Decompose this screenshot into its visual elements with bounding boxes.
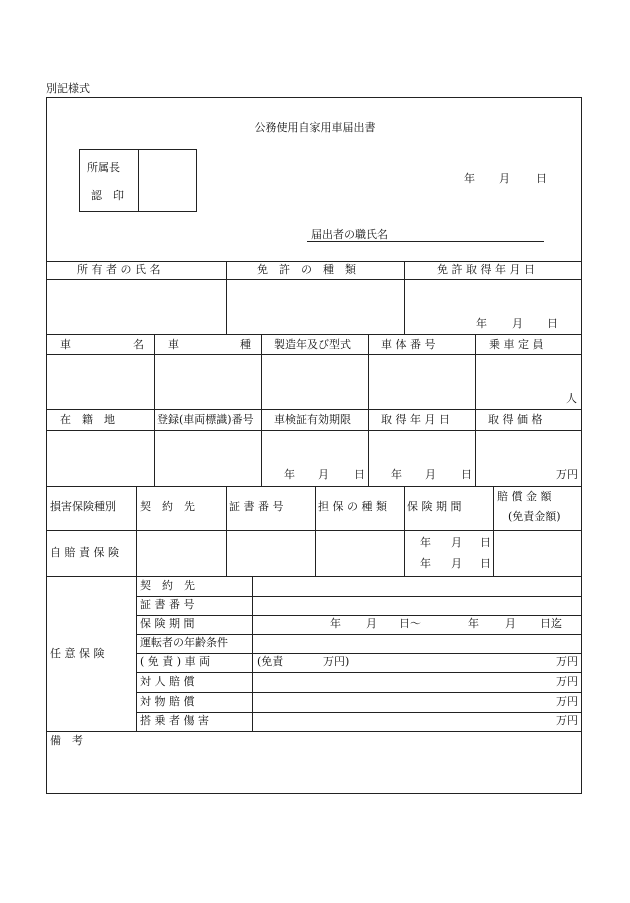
header-period: 保 険 期 間 bbox=[407, 500, 462, 513]
acquisition-year: 年 bbox=[391, 468, 402, 481]
acquisition-day: 日 bbox=[461, 468, 472, 481]
header-owner-name: 所 有 者 の 氏 名 bbox=[77, 263, 161, 276]
compulsory-end-year: 年 bbox=[420, 557, 431, 570]
header-insurance-type: 損害保険種別 bbox=[50, 500, 116, 513]
voluntary-label: 任 意 保 険 bbox=[50, 647, 105, 660]
date-day: 日 bbox=[536, 172, 547, 185]
header-certificate: 証 書 番 号 bbox=[229, 500, 284, 513]
vehicle-deductible-suffix: 万円) bbox=[323, 655, 350, 668]
vehicle-unit: 万円 bbox=[556, 655, 578, 668]
header-capacity: 乗 車 定 員 bbox=[489, 338, 544, 351]
rule bbox=[136, 712, 582, 713]
rule bbox=[136, 486, 137, 731]
header-compensation-1: 賠 償 金 額 bbox=[497, 490, 552, 503]
rule bbox=[46, 430, 582, 431]
property-unit: 万円 bbox=[556, 695, 578, 708]
compulsory-start-day: 日 bbox=[480, 536, 491, 549]
compulsory-end-day: 日 bbox=[480, 557, 491, 570]
rule bbox=[404, 486, 405, 576]
period-end-day: 日迄 bbox=[540, 617, 562, 630]
rule bbox=[46, 261, 582, 262]
header-acquisition-date: 取 得 年 月 日 bbox=[381, 413, 450, 426]
inspection-month: 月 bbox=[318, 468, 329, 481]
voluntary-row-contractor: 契 約 先 bbox=[140, 579, 195, 592]
rule bbox=[252, 576, 253, 731]
rule bbox=[136, 692, 582, 693]
vehicle-deductible-prefix: (免責 bbox=[257, 655, 284, 668]
rule bbox=[46, 576, 582, 577]
rule bbox=[136, 634, 582, 635]
rule bbox=[154, 334, 155, 486]
price-unit: 万円 bbox=[556, 468, 578, 481]
voluntary-row-age-condition: 運転者の年齢条件 bbox=[140, 636, 228, 649]
period-start-day: 日～ bbox=[399, 617, 421, 630]
remarks-label: 備 考 bbox=[50, 734, 83, 747]
rule bbox=[136, 672, 582, 673]
header-acquisition-price: 取 得 価 格 bbox=[488, 413, 543, 426]
date-month: 月 bbox=[499, 172, 510, 185]
voluntary-row-vehicle: ( 免 責 ) 車 両 bbox=[140, 655, 211, 668]
inspection-year: 年 bbox=[284, 468, 295, 481]
rule bbox=[475, 334, 476, 486]
inspection-day: 日 bbox=[354, 468, 365, 481]
period-end-year: 年 bbox=[468, 617, 479, 630]
date-year: 年 bbox=[464, 172, 475, 185]
header-location: 在 籍 地 bbox=[60, 413, 115, 426]
rule bbox=[46, 486, 582, 487]
rule bbox=[368, 334, 369, 486]
header-reg-number: 登録(車両標識)番号 bbox=[157, 413, 254, 426]
voluntary-row-property: 対 物 賠 償 bbox=[140, 695, 195, 708]
rule bbox=[226, 261, 227, 334]
rule bbox=[493, 486, 494, 576]
header-model-year: 製造年及び型式 bbox=[274, 338, 351, 351]
stamp-label-bottom: 認 印 bbox=[91, 189, 124, 202]
rule bbox=[136, 596, 582, 597]
header-coverage: 担 保 の 種 類 bbox=[318, 500, 387, 513]
license-date-month: 月 bbox=[512, 317, 523, 330]
rule bbox=[46, 354, 582, 355]
rule bbox=[136, 653, 582, 654]
rule bbox=[46, 334, 582, 335]
rule bbox=[261, 334, 262, 486]
rule bbox=[404, 261, 405, 334]
stamp-divider bbox=[138, 149, 139, 212]
rule bbox=[46, 279, 582, 280]
compulsory-end-month: 月 bbox=[451, 557, 462, 570]
applicant-label: 届出者の職氏名 bbox=[311, 228, 388, 241]
rule bbox=[226, 486, 227, 576]
passenger-unit: 万円 bbox=[556, 714, 578, 727]
applicant-signature-line[interactable] bbox=[307, 241, 544, 242]
acquisition-month: 月 bbox=[425, 468, 436, 481]
period-start-month: 月 bbox=[366, 617, 377, 630]
bodily-unit: 万円 bbox=[556, 675, 578, 688]
compulsory-label: 自 賠 責 保 険 bbox=[50, 546, 119, 559]
header-license-date: 免 許 取 得 年 月 日 bbox=[437, 263, 535, 276]
period-start-year: 年 bbox=[330, 617, 341, 630]
header-compensation-2: (免責金額) bbox=[508, 510, 561, 523]
license-date-year: 年 bbox=[476, 317, 487, 330]
form-label: 別記様式 bbox=[46, 82, 90, 95]
rule bbox=[136, 615, 582, 616]
rule bbox=[46, 530, 582, 531]
rule bbox=[46, 409, 582, 410]
header-car-type-2: 種 bbox=[240, 338, 251, 351]
stamp-label-top: 所属長 bbox=[87, 161, 120, 174]
header-inspection-expiry: 車検証有効期限 bbox=[274, 413, 351, 426]
header-car-name-2: 名 bbox=[133, 338, 144, 351]
rule bbox=[315, 486, 316, 576]
rule bbox=[46, 731, 582, 732]
voluntary-row-bodily: 対 人 賠 償 bbox=[140, 675, 195, 688]
compulsory-start-year: 年 bbox=[420, 536, 431, 549]
voluntary-row-period: 保 険 期 間 bbox=[140, 617, 195, 630]
voluntary-row-certificate: 証 書 番 号 bbox=[140, 598, 195, 611]
header-car-name-1: 車 bbox=[60, 338, 71, 351]
header-body-number: 車 体 番 号 bbox=[381, 338, 436, 351]
header-contractor: 契 約 先 bbox=[140, 500, 195, 513]
header-license-type: 免 許 の 種 類 bbox=[257, 263, 356, 276]
capacity-unit: 人 bbox=[566, 392, 577, 405]
header-car-type-1: 車 bbox=[168, 338, 179, 351]
compulsory-start-month: 月 bbox=[451, 536, 462, 549]
period-end-month: 月 bbox=[505, 617, 516, 630]
license-date-day: 日 bbox=[547, 317, 558, 330]
voluntary-row-passenger: 搭 乗 者 傷 害 bbox=[140, 714, 209, 727]
form-title: 公務使用自家用車届出書 bbox=[254, 121, 376, 134]
